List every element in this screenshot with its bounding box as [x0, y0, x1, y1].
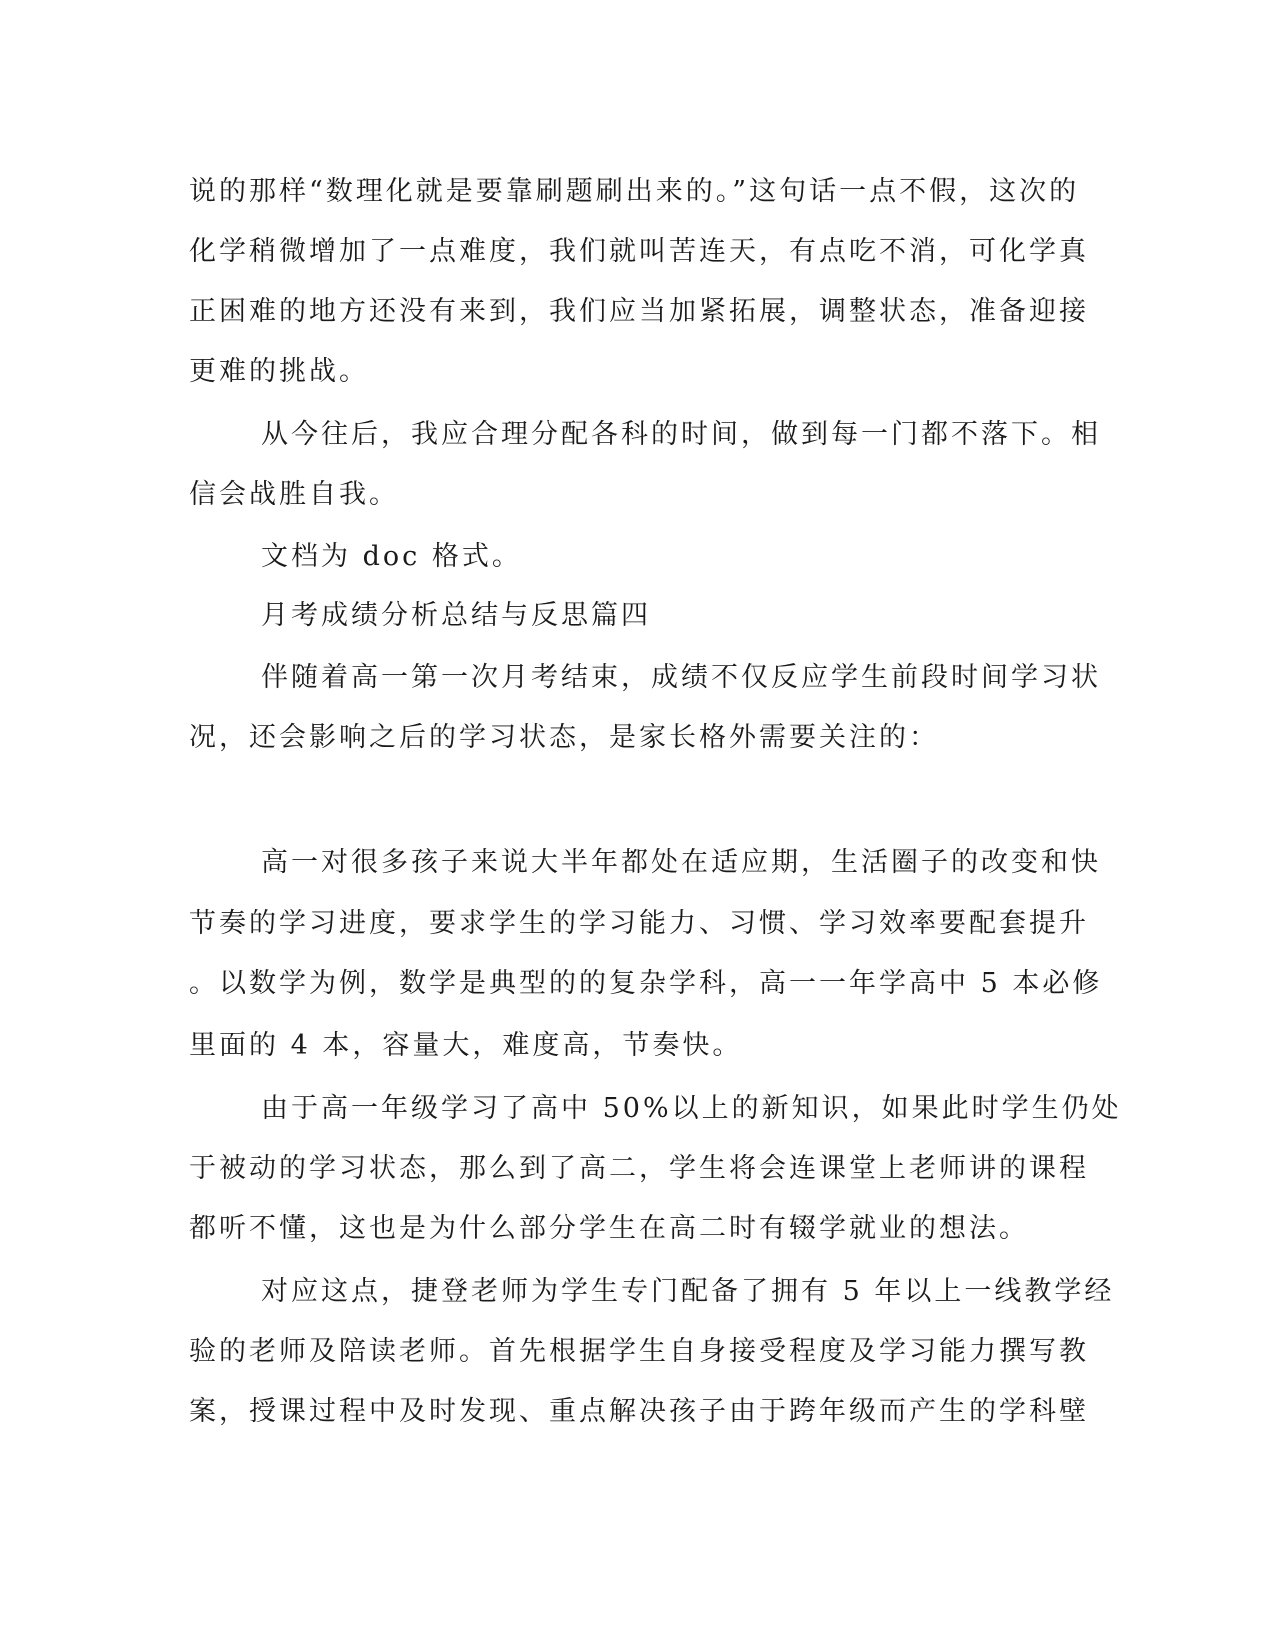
paragraph-start-line: 对应这点，捷登老师为学生专门配备了拥有 5 年以上一线教学经 — [261, 1276, 1115, 1307]
text-line: 化学稍微增加了一点难度，我们就叫苦连天，有点吃不消，可化学真 — [189, 236, 1089, 267]
text-line: 说的那样“数理化就是要靠刷题刷出来的。”这句话一点不假，这次的 — [189, 176, 1080, 207]
section-heading: 月考成绩分析总结与反思篇四 — [261, 600, 651, 631]
text-line: 都听不懂，这也是为什么部分学生在高二时有辍学就业的想法。 — [189, 1213, 1029, 1244]
text-line: 更难的挑战。 — [189, 356, 369, 387]
text-line: 验的老师及陪读老师。首先根据学生自身接受程度及学习能力撰写教 — [189, 1336, 1089, 1367]
text-line: 里面的 4 本，容量大，难度高，节奏快。 — [189, 1030, 743, 1061]
text-line: 节奏的学习进度，要求学生的学习能力、习惯、学习效率要配套提升 — [189, 908, 1089, 939]
paragraph-start-line: 由于高一年级学习了高中 50%以上的新知识，如果此时学生仍处 — [261, 1093, 1122, 1124]
paragraph-start-line: 伴随着高一第一次月考结束，成绩不仅反应学生前段时间学习状 — [261, 662, 1101, 693]
text-line: 信会战胜自我。 — [189, 479, 399, 510]
paragraph-start-line: 文档为 doc 格式。 — [261, 541, 522, 572]
paragraph-start-line: 高一对很多孩子来说大半年都处在适应期，生活圈子的改变和快 — [261, 847, 1101, 878]
text-line: 。以数学为例，数学是典型的的复杂学科，高一一年学高中 5 本必修 — [189, 968, 1103, 999]
text-line: 况，还会影响之后的学习状态，是家长格外需要关注的： — [189, 722, 939, 753]
text-line: 案，授课过程中及时发现、重点解决孩子由于跨年级而产生的学科壁 — [189, 1396, 1089, 1427]
paragraph-start-line: 从今往后，我应合理分配各科的时间，做到每一门都不落下。相 — [261, 419, 1101, 450]
text-line: 正困难的地方还没有来到，我们应当加紧拓展，调整状态，准备迎接 — [189, 296, 1089, 327]
text-line: 于被动的学习状态，那么到了高二，学生将会连课堂上老师讲的课程 — [189, 1153, 1089, 1184]
